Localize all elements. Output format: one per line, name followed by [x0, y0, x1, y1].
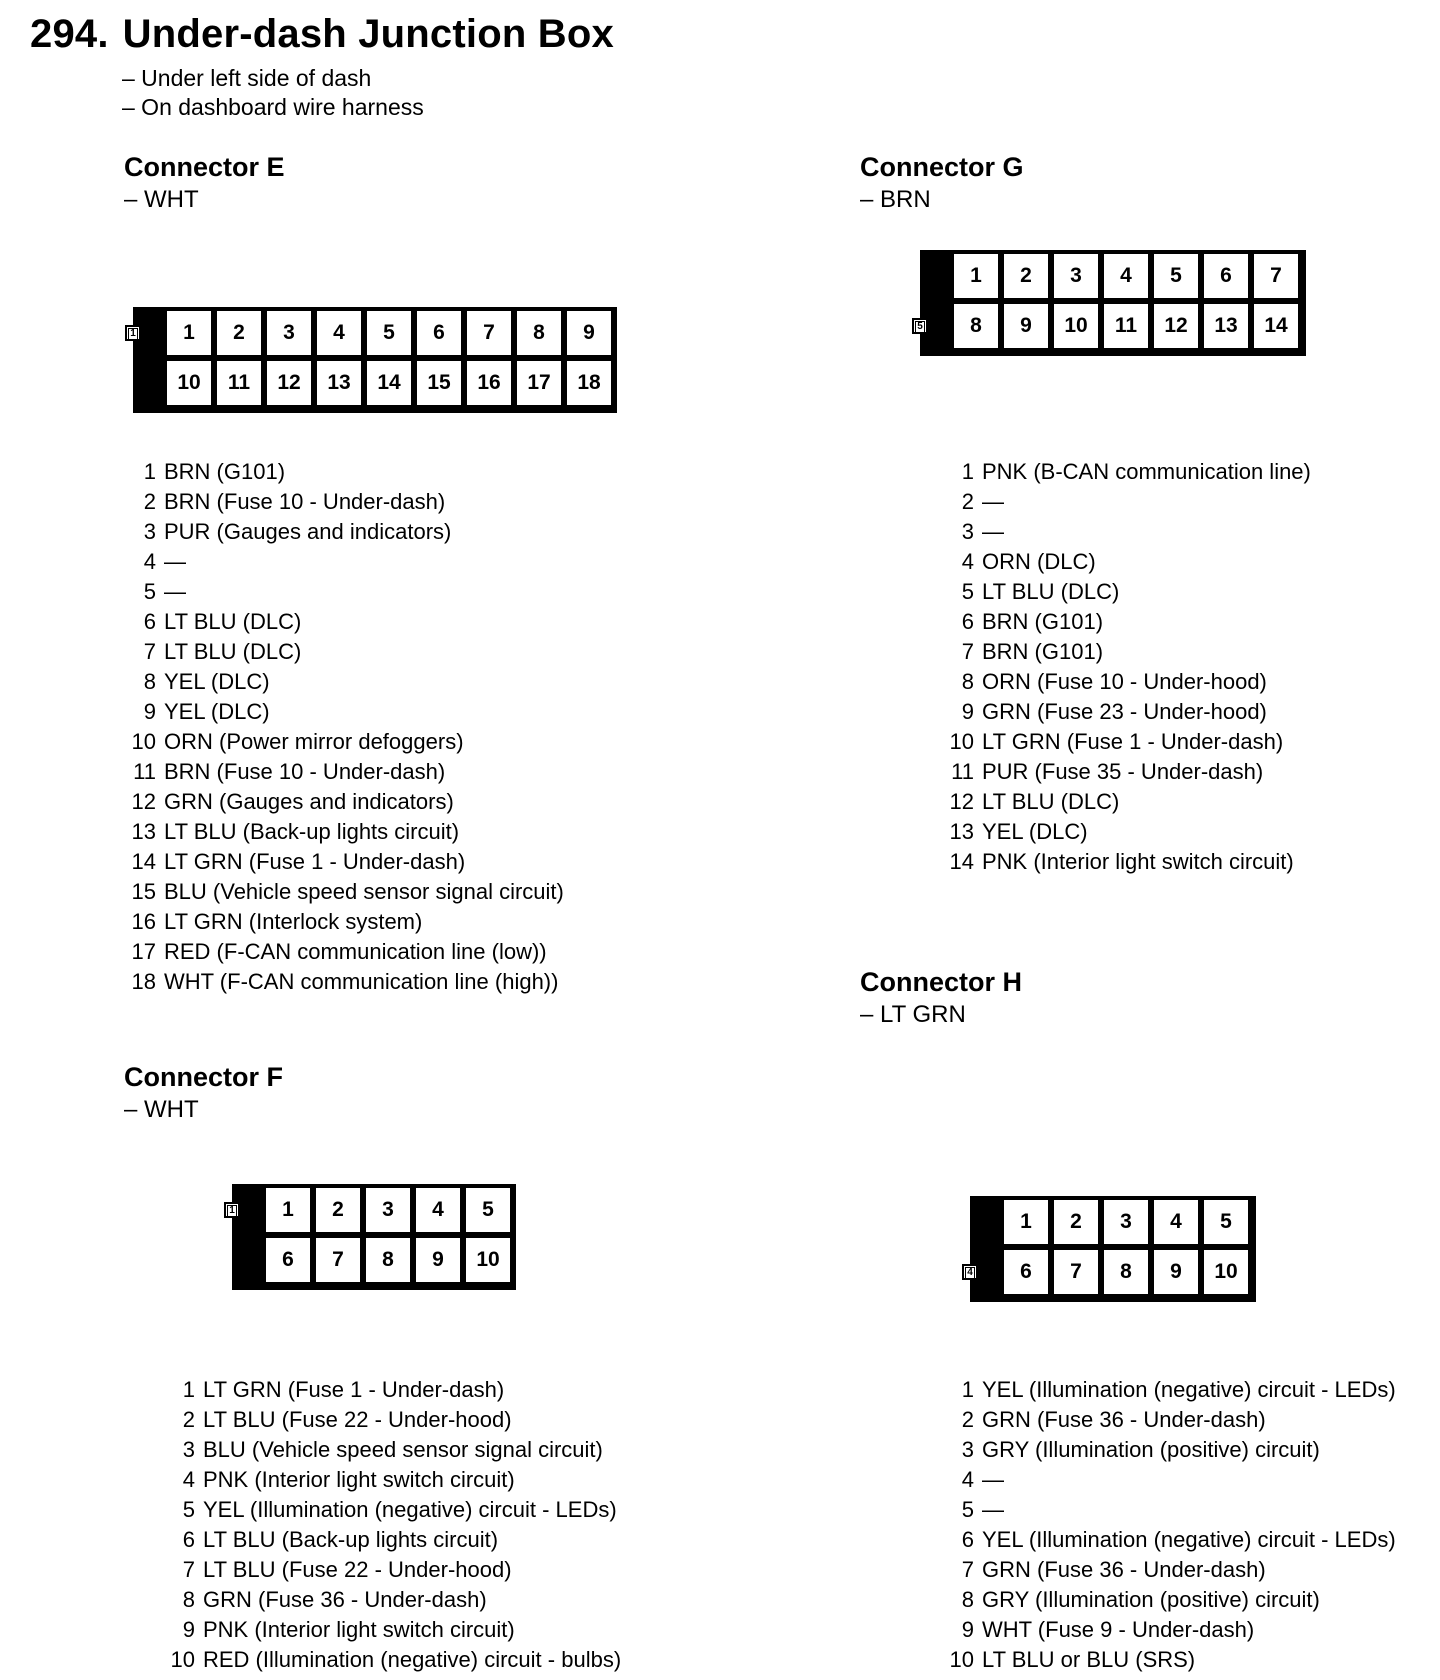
connector-e-cell: 18: [567, 361, 611, 405]
guide-pin-number: 1: [227, 1205, 237, 1217]
connector-f-cell: 2: [316, 1188, 360, 1232]
pin-row: [940, 697, 1311, 727]
connector-f-header: [124, 1060, 283, 1126]
connector-e-cell: 7: [467, 311, 511, 355]
connector-e-cell: 12: [267, 361, 311, 405]
connector-e-diagram: [130, 307, 617, 413]
pin-description: LT BLU (DLC): [982, 579, 1120, 604]
pin-number: 10: [170, 1647, 195, 1672]
pin-number: 7: [961, 1557, 974, 1582]
pin-row: [161, 1525, 621, 1555]
connector-e-color: – WHT: [124, 186, 199, 213]
connector-h-cell: 1: [1004, 1200, 1048, 1244]
pin-description: —: [982, 519, 1004, 544]
connector-e-cell: 16: [467, 361, 511, 405]
connector-f-cell: 6: [266, 1238, 310, 1282]
connector-g-cell: 3: [1054, 254, 1098, 298]
pin-row: [940, 847, 1311, 877]
pin-row: [940, 1435, 1396, 1465]
pin-description: BRN (G101): [164, 459, 286, 484]
pin-row: [940, 1465, 1396, 1495]
pin-number: 2: [143, 489, 156, 514]
pin-number: 8: [143, 669, 156, 694]
pin-number: 3: [961, 1437, 974, 1462]
pin-description: WHT (Fuse 9 - Under-dash): [982, 1617, 1255, 1642]
pin-row: [122, 517, 564, 547]
connector-f-cell: 3: [366, 1188, 410, 1232]
connector-g-cell: 14: [1254, 304, 1298, 348]
pin-description: BRN (G101): [982, 609, 1104, 634]
pin-row: [940, 1495, 1396, 1525]
connector-h-cell: 10: [1204, 1250, 1248, 1294]
pin-number: 9: [961, 1617, 974, 1642]
connector-h-cell: 4: [1154, 1200, 1198, 1244]
pin-row: [122, 457, 564, 487]
pin-description: YEL (Illumination (negative) circuit - LEDs): [203, 1497, 617, 1522]
pin-number: 1: [143, 459, 156, 484]
connector-g-title: Connector G: [860, 152, 1024, 182]
pin-number: 3: [182, 1437, 195, 1462]
connector-g-cell: 11: [1104, 304, 1148, 348]
pin-row: [940, 637, 1311, 667]
pin-description: LT GRN (Fuse 1 - Under-dash): [203, 1377, 505, 1402]
pin-row: [122, 637, 564, 667]
pin-number: 7: [961, 639, 974, 664]
pin-row: [940, 727, 1311, 757]
pin-number: 7: [182, 1557, 195, 1582]
pin-number: 4: [143, 549, 156, 574]
connector-e-cell: 2: [217, 311, 261, 355]
pin-description: RED (F-CAN communication line (low)): [164, 939, 547, 964]
pin-number: 14: [949, 849, 974, 874]
connector-h-title: Connector H: [860, 967, 1022, 997]
pin-row: [161, 1645, 621, 1675]
pin-number: 15: [131, 879, 156, 904]
pin-row: [940, 667, 1311, 697]
connector-h-cell: 7: [1054, 1250, 1098, 1294]
pin-number: 10: [949, 729, 974, 754]
pin-number: 7: [143, 639, 156, 664]
pin-number: 8: [961, 1587, 974, 1612]
pin-number: 13: [131, 819, 156, 844]
pin-number: 5: [961, 1497, 974, 1522]
pin-number: 17: [131, 939, 156, 964]
pin-description: BRN (Fuse 10 - Under-dash): [164, 489, 446, 514]
pin-number: 8: [961, 669, 974, 694]
pin-description: LT BLU (Fuse 22 - Under-hood): [203, 1407, 512, 1432]
pin-description: —: [982, 1497, 1004, 1522]
pin-description: BLU (Vehicle speed sensor signal circuit): [164, 879, 564, 904]
pin-number: 10: [949, 1647, 974, 1672]
connector-e-cell: 4: [317, 311, 361, 355]
pin-row: [122, 757, 564, 787]
pin-row: [122, 847, 564, 877]
pin-row: [940, 757, 1311, 787]
pin-row: [940, 1375, 1396, 1405]
pin-description: GRN (Gauges and indicators): [164, 789, 454, 814]
connector-h-pin-list: [940, 1375, 1396, 1675]
connector-g-cell: 9: [1004, 304, 1048, 348]
pin-row: [940, 457, 1311, 487]
pin-row: [122, 547, 564, 577]
connector-g-cell: 6: [1204, 254, 1248, 298]
connector-g-cell: 12: [1154, 304, 1198, 348]
connector-e-cell: 5: [367, 311, 411, 355]
connector-g-cell: 4: [1104, 254, 1148, 298]
pin-row: [940, 547, 1311, 577]
pin-row: [122, 787, 564, 817]
pin-description: GRN (Fuse 36 - Under-dash): [982, 1557, 1266, 1582]
pin-description: LT GRN (Interlock system): [164, 909, 423, 934]
pin-number: 3: [961, 519, 974, 544]
page-title: [30, 12, 614, 57]
pin-description: —: [164, 579, 186, 604]
connector-f-cell: 4: [416, 1188, 460, 1232]
pin-number: 9: [182, 1617, 195, 1642]
pin-description: LT BLU (DLC): [164, 609, 302, 634]
pin-row: [940, 517, 1311, 547]
connector-g-cell: 13: [1204, 304, 1248, 348]
pin-row: [161, 1585, 621, 1615]
connector-g-color: – BRN: [860, 186, 931, 213]
pin-description: PNK (Interior light switch circuit): [982, 849, 1294, 874]
pin-row: [940, 817, 1311, 847]
pin-number: 5: [961, 579, 974, 604]
pin-description: PUR (Gauges and indicators): [164, 519, 452, 544]
pin-number: 4: [961, 549, 974, 574]
pin-description: WHT (F-CAN communication line (high)): [164, 969, 559, 994]
location-notes: [122, 64, 424, 122]
connector-e-cell: 11: [217, 361, 261, 405]
pin-row: [161, 1375, 621, 1405]
pin-row: [122, 877, 564, 907]
pin-row: [122, 607, 564, 637]
pin-description: BRN (Fuse 10 - Under-dash): [164, 759, 446, 784]
connector-e-cell: 10: [167, 361, 211, 405]
pin-row: [940, 1645, 1396, 1675]
connector-f-cell: 10: [466, 1238, 510, 1282]
pin-description: —: [164, 549, 186, 574]
connector-g-pin-list: [940, 457, 1311, 877]
pin-number: 12: [131, 789, 156, 814]
pin-row: [122, 487, 564, 517]
connector-e-cell: 3: [267, 311, 311, 355]
connector-g-cell: 1: [954, 254, 998, 298]
pin-number: 2: [961, 489, 974, 514]
connector-f-title: Connector F: [124, 1062, 283, 1092]
pin-number: 4: [961, 1467, 974, 1492]
connector-h-color: – LT GRN: [860, 1001, 966, 1028]
location-note: – On dashboard wire harness: [122, 94, 424, 120]
pin-number: 1: [961, 1377, 974, 1402]
pin-description: LT BLU (Back-up lights circuit): [164, 819, 460, 844]
pin-row: [161, 1465, 621, 1495]
pin-description: PNK (Interior light switch circuit): [203, 1617, 515, 1642]
pin-description: LT BLU or BLU (SRS): [982, 1647, 1196, 1672]
connector-g-cell: 5: [1154, 254, 1198, 298]
pin-row: [122, 817, 564, 847]
connector-h-cell: 3: [1104, 1200, 1148, 1244]
connector-g-cell: 8: [954, 304, 998, 348]
connector-g-diagram: [917, 250, 1306, 356]
pin-description: —: [982, 1467, 1004, 1492]
connector-h-cell: 8: [1104, 1250, 1148, 1294]
pin-description: GRN (Fuse 36 - Under-dash): [203, 1587, 487, 1612]
location-note: – Under left side of dash: [122, 65, 372, 91]
pin-number: 6: [182, 1527, 195, 1552]
pin-number: 8: [182, 1587, 195, 1612]
pin-description: LT BLU (Back-up lights circuit): [203, 1527, 499, 1552]
pin-row: [940, 1615, 1396, 1645]
connector-f-cell: 5: [466, 1188, 510, 1232]
title-text: Under-dash Junction Box: [122, 12, 614, 56]
pin-description: LT GRN (Fuse 1 - Under-dash): [982, 729, 1284, 754]
guide-pin-number: 1: [128, 328, 138, 340]
pin-description: LT GRN (Fuse 1 - Under-dash): [164, 849, 466, 874]
pin-row: [940, 1555, 1396, 1585]
connector-f-cell: 9: [416, 1238, 460, 1282]
pin-description: YEL (DLC): [164, 699, 270, 724]
pin-description: ORN (Fuse 10 - Under-hood): [982, 669, 1267, 694]
pin-number: 11: [133, 759, 156, 784]
pin-description: YEL (Illumination (negative) circuit - LEDs): [982, 1377, 1396, 1402]
pin-description: ORN (DLC): [982, 549, 1096, 574]
connector-g-header: [860, 150, 1024, 216]
pin-number: 4: [182, 1467, 195, 1492]
connector-e-cell: 14: [367, 361, 411, 405]
guide-pin-number: 5: [915, 321, 925, 333]
pin-number: 6: [961, 1527, 974, 1552]
connector-e-header: [124, 150, 285, 216]
pin-row: [940, 1525, 1396, 1555]
connector-f-color: – WHT: [124, 1096, 199, 1123]
pin-description: RED (Illumination (negative) circuit - bulbs): [203, 1647, 622, 1672]
pin-description: LT BLU (Fuse 22 - Under-hood): [203, 1557, 512, 1582]
pin-row: [940, 787, 1311, 817]
connector-h-cell: 9: [1154, 1250, 1198, 1294]
pin-number: 2: [182, 1407, 195, 1432]
pin-number: 9: [961, 699, 974, 724]
pin-description: LT BLU (DLC): [982, 789, 1120, 814]
connector-g-cell: 7: [1254, 254, 1298, 298]
pin-description: GRY (Illumination (positive) circuit): [982, 1587, 1320, 1612]
connector-e-cell: 13: [317, 361, 361, 405]
pin-number: 1: [961, 459, 974, 484]
pin-number: 3: [143, 519, 156, 544]
pin-description: BLU (Vehicle speed sensor signal circuit): [203, 1437, 603, 1462]
pin-row: [940, 577, 1311, 607]
section-number: 294.: [30, 12, 109, 56]
pin-number: 5: [143, 579, 156, 604]
pin-number: 9: [143, 699, 156, 724]
pin-row: [122, 727, 564, 757]
pin-description: ORN (Power mirror defoggers): [164, 729, 464, 754]
connector-e-title: Connector E: [124, 152, 285, 182]
pin-number: 5: [182, 1497, 195, 1522]
pin-description: GRY (Illumination (positive) circuit): [982, 1437, 1320, 1462]
connector-h-header: [860, 965, 1022, 1031]
connector-h-cell: 5: [1204, 1200, 1248, 1244]
pin-number: 13: [949, 819, 974, 844]
guide-pin-mark: [912, 318, 928, 334]
pin-row: [161, 1405, 621, 1435]
connector-h-cell: 2: [1054, 1200, 1098, 1244]
pin-number: 2: [961, 1407, 974, 1432]
pin-description: GRN (Fuse 36 - Under-dash): [982, 1407, 1266, 1432]
guide-pin-mark: [962, 1264, 978, 1280]
pin-description: PNK (Interior light switch circuit): [203, 1467, 515, 1492]
guide-pin-number: 4: [965, 1267, 975, 1279]
connector-f-diagram: [229, 1184, 516, 1290]
connector-g-cell: 2: [1004, 254, 1048, 298]
connector-e-cell: 15: [417, 361, 461, 405]
pin-description: YEL (DLC): [982, 819, 1088, 844]
pin-number: 10: [131, 729, 156, 754]
connector-f-cell: 1: [266, 1188, 310, 1232]
pin-number: 16: [131, 909, 156, 934]
pin-row: [161, 1435, 621, 1465]
guide-pin-mark: [224, 1202, 240, 1218]
connector-f-cell: 8: [366, 1238, 410, 1282]
pin-description: PUR (Fuse 35 - Under-dash): [982, 759, 1264, 784]
pin-number: 14: [131, 849, 156, 874]
pin-description: BRN (G101): [982, 639, 1104, 664]
connector-e-cell: 9: [567, 311, 611, 355]
pin-row: [122, 967, 564, 997]
pin-description: YEL (Illumination (negative) circuit - LEDs): [982, 1527, 1396, 1552]
pin-row: [940, 1405, 1396, 1435]
pin-number: 1: [182, 1377, 195, 1402]
pin-description: PNK (B-CAN communication line): [982, 459, 1311, 484]
pin-description: LT BLU (DLC): [164, 639, 302, 664]
pin-number: 18: [131, 969, 156, 994]
pin-description: YEL (DLC): [164, 669, 270, 694]
pin-row: [940, 607, 1311, 637]
pin-number: 12: [949, 789, 974, 814]
connector-e-pin-list: [122, 457, 564, 997]
connector-e-cell: 8: [517, 311, 561, 355]
pin-row: [122, 907, 564, 937]
connector-e-cell: 6: [417, 311, 461, 355]
connector-f-cell: 7: [316, 1238, 360, 1282]
guide-pin-mark: [125, 325, 141, 341]
pin-row: [122, 697, 564, 727]
pin-number: 6: [961, 609, 974, 634]
pin-row: [161, 1495, 621, 1525]
connector-f-pin-list: [161, 1375, 621, 1675]
connector-e-cell: 17: [517, 361, 561, 405]
pin-number: 6: [143, 609, 156, 634]
connector-h-cell: 6: [1004, 1250, 1048, 1294]
pin-row: [122, 667, 564, 697]
pin-row: [940, 487, 1311, 517]
connector-g-cell: 10: [1054, 304, 1098, 348]
pin-row: [122, 937, 564, 967]
connector-e-cell: 1: [167, 311, 211, 355]
pin-number: 11: [951, 759, 974, 784]
pin-row: [122, 577, 564, 607]
pin-description: —: [982, 489, 1004, 514]
connector-h-diagram: [967, 1196, 1256, 1302]
pin-row: [161, 1555, 621, 1585]
pin-row: [940, 1585, 1396, 1615]
pin-description: GRN (Fuse 23 - Under-hood): [982, 699, 1267, 724]
pin-row: [161, 1615, 621, 1645]
